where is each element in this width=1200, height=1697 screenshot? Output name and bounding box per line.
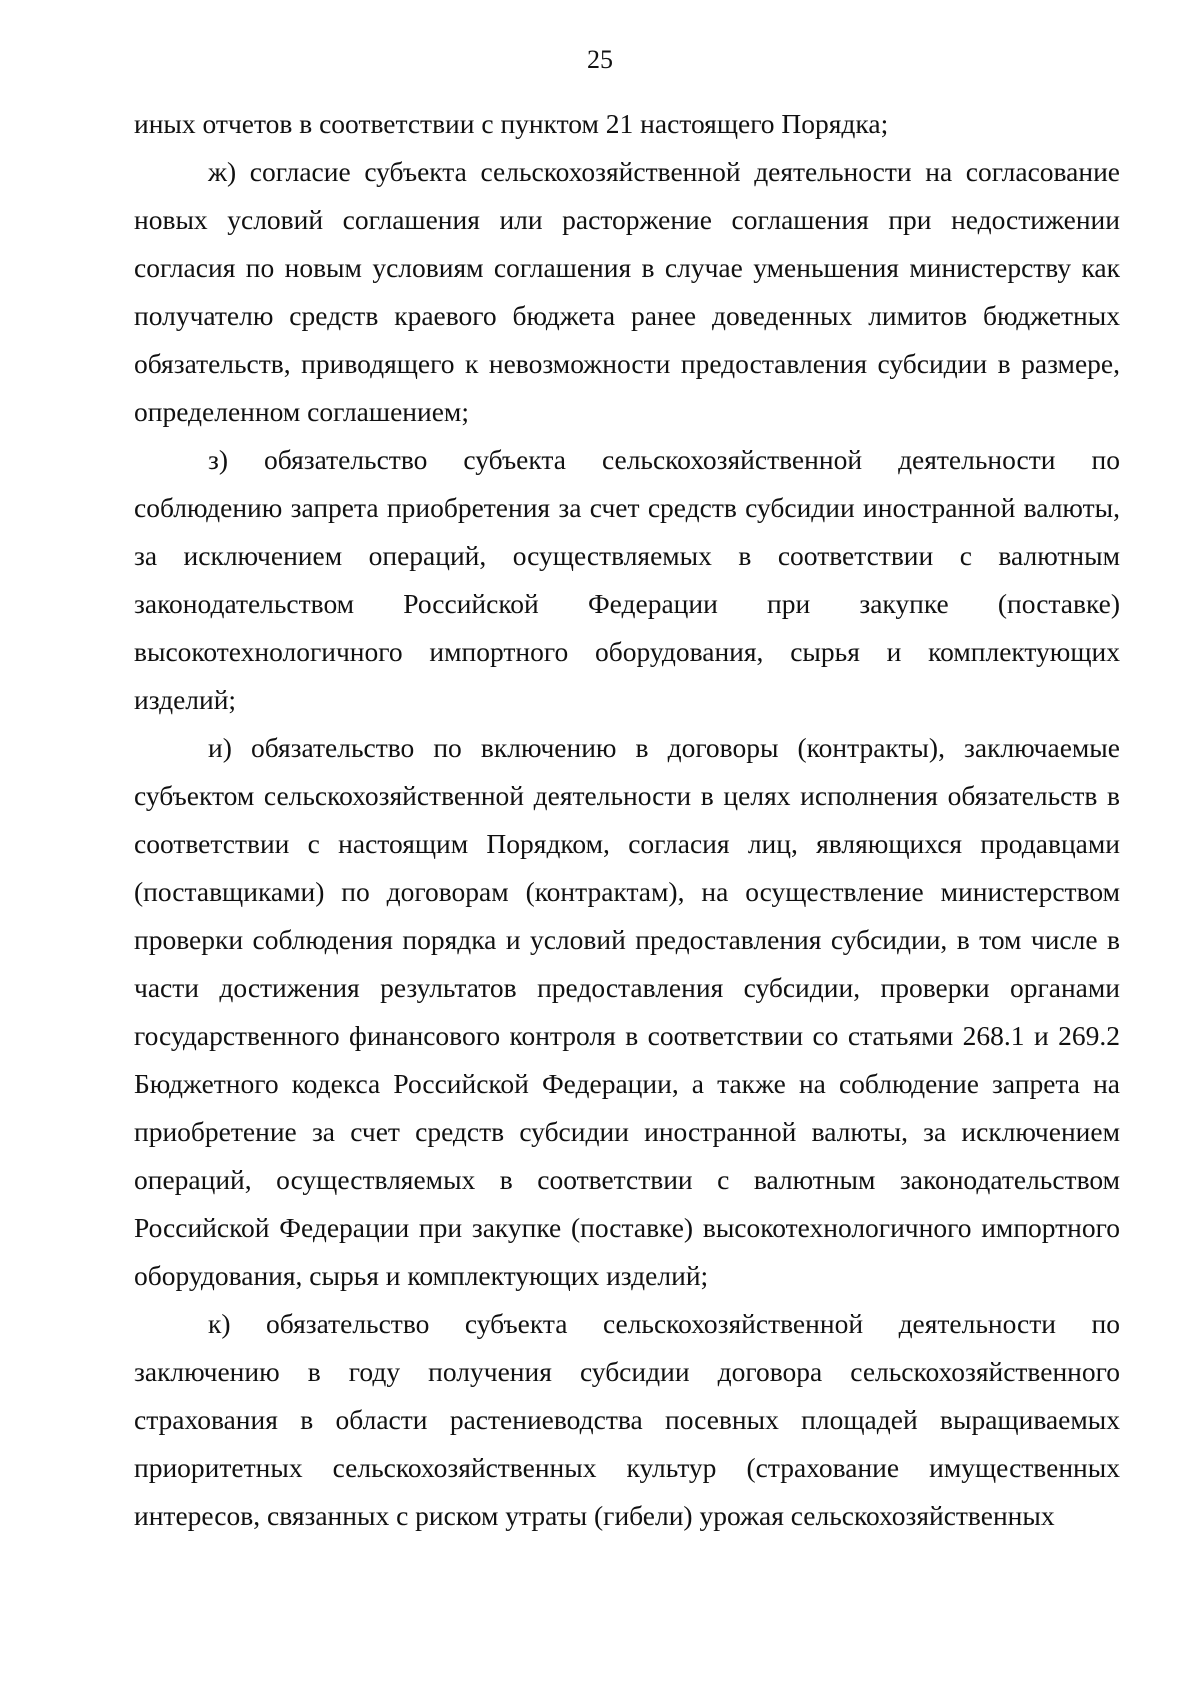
- paragraph-item-k: к) обязательство субъекта сельскохозяйственной деятельности по заключению в году получения субсидии договора сельскохозяйственного страхования в области растениеводства посевных площадей выращиваемых приоритетных сельскохозяйственных культур (страхование имущественных интересов, связанных с риском утраты (гибели) урожая сельскохозяйственных: [134, 1308, 1120, 1531]
- paragraph-continuation: иных отчетов в соответствии с пунктом 21 настоящего Порядка;: [134, 108, 889, 139]
- paragraph-item-z: з) обязательство субъекта сельскохозяйственной деятельности по соблюдению запрета приобретения за счет средств субсидии иностранной валюты, за исключением операций, осуществляемых в соответствии с валютным законодательством Российской Федерации при закупке (поставке) высокотехнологичного импортного оборудования, сырья и комплектующих изделий;: [134, 444, 1120, 715]
- paragraph-item-i: и) обязательство по включению в договоры (контракты), заключаемые субъектом сельскохозяйственной деятельности в целях исполнения обязательств в соответствии с настоящим Порядком, согласия лиц, являющихся продавцами (поставщиками) по договорам (контрактам), на осуществление министерством проверки соблюдения порядка и условий предоставления субсидии, в том числе в части достижения результатов предоставления субсидии, проверки органами государственного финансового контроля в соответствии со статьями 268.1 и 269.2 Бюджетного кодекса Российской Федерации, а также на соблюдение запрета на приобретение за счет средств субсидии иностранной валюты, за исключением операций, осуществляемых в соответствии с валютным законодательством Российской Федерации при закупке (поставке) высокотехнологичного импортного оборудования, сырья и комплектующих изделий;: [134, 732, 1120, 1291]
- page-number: 25: [587, 45, 613, 74]
- document-body: [134, 100, 1120, 1540]
- paragraph-item-zh: ж) согласие субъекта сельскохозяйственной деятельности на согласование новых условий соглашения или расторжение соглашения при недостижении согласия по новым условиям соглашения в случае уменьшения министерству как получателю средств краевого бюджета ранее доведенных лимитов бюджетных обязательств, приводящего к невозможности предоставления субсидии в размере, определенном соглашением;: [134, 156, 1120, 427]
